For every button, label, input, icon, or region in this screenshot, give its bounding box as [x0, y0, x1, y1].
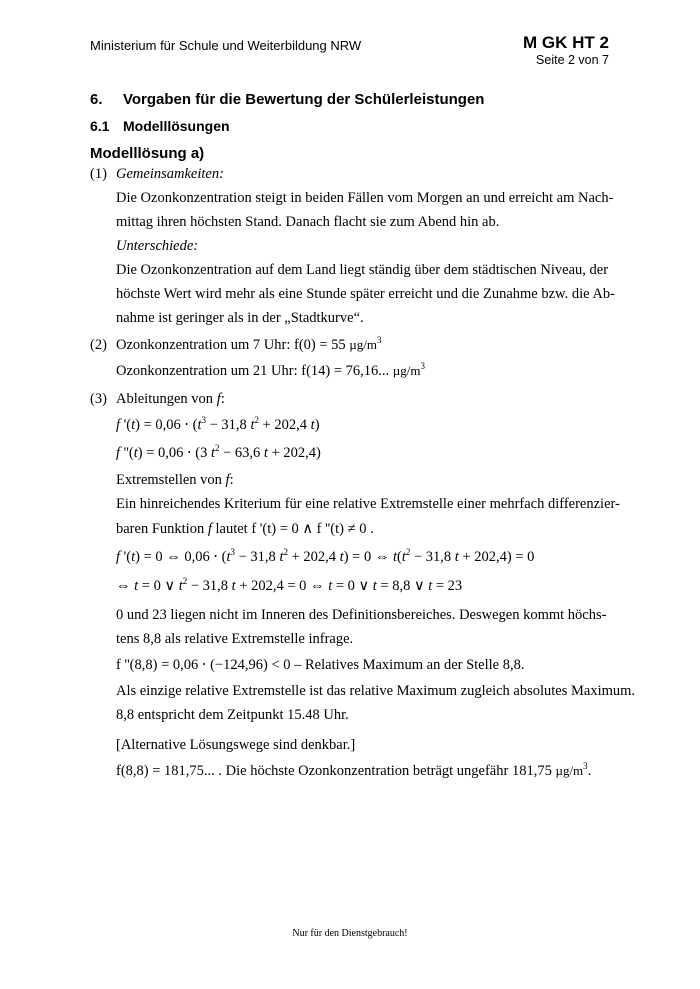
part2-number: (2) — [90, 337, 107, 353]
formula-criterion-condition: f '(t) = 0 ∧ f ''(t) ≠ 0 . — [251, 521, 374, 537]
part3-derivatives-label: Ableitungen von f: — [116, 391, 225, 407]
part1-number: (1) — [90, 166, 107, 182]
part1-diff-line-3: nahme ist geringer als in der „Stadtkurve“. — [116, 310, 364, 326]
part2-line-2-text: Ozonkonzentration um 21 Uhr: — [116, 363, 298, 379]
part1-common-line-2: mittag ihren höchsten Stand. Danach flacht sie zum Abend hin ab. — [116, 214, 500, 230]
part2-formula-f14: f(14) = 76,16... — [301, 363, 390, 379]
header-exam-code: M GK HT 2 — [523, 33, 609, 52]
part1-common-label: Gemeinsamkeiten: — [116, 166, 224, 182]
part3-absolute-max-line-1: Als einzige relative Extremstelle ist das relative Maximum zugleich absolutes Maximum. — [116, 683, 636, 699]
part2-unit-1: $\mu g/m^3$ — [349, 335, 382, 352]
formula-final-value: f(8,8) = 181,75... — [116, 763, 215, 779]
formula-first-derivative: f '$(t) = 0,06 \cdot (t^3 - 31,8$ $t^2 + 202,4$ t) — [116, 415, 320, 433]
part3-criterion-line-1: Ein hinreichendes Kriterium für eine relative Extremstelle einer mehrfach differenzier- — [116, 496, 620, 512]
formula-zero-condition: f '(t) = 0 ⇔ $0,06 \cdot (t^3 - 31,8$ $t^2 + 202,4$ t) = 0 ⇔ $t(t^2 - 31,8$ t + 202,4) = 0 — [116, 547, 535, 565]
formula-second-derivative: f ''(t) = 0,06 ⋅ (3 $t^2 - 63,6$ t + 202,4) — [116, 443, 321, 461]
part1-diff-line-1: Die Ozonkonzentration auf dem Land liegt ständig über dem städtischen Niveau, der — [116, 262, 609, 278]
subsection-number: 6.1 — [90, 118, 110, 134]
part3-criterion-line-2: baren Funktion f lautet f '(t) = 0 ∧ f ''(t) ≠ 0 . — [116, 521, 374, 537]
part1-diff-line-2: höchste Wert wird mehr als eine Stunde später erreicht und die Zunahme bzw. die Ab- — [116, 286, 615, 302]
part2-line-1-text: Ozonkonzentration um 7 Uhr: — [116, 337, 291, 353]
part3-extrema-label: Extremstellen von f: — [116, 472, 234, 488]
header-page-number: Seite 2 von 7 — [536, 53, 609, 67]
footer-note: Nur für den Dienstgebrauch! — [292, 928, 408, 939]
header-ministry: Ministerium für Schule und Weiterbildung NRW — [90, 38, 362, 53]
part3-maximum-check: f ''(8,8) = 0,06 ⋅ (−124,96) < 0 – Relatives Maximum an der Stelle 8,8. — [116, 657, 525, 673]
part2-line-1 — [116, 337, 382, 354]
part3-interior-line-2: tens 8,8 als relative Extremstelle infrage. — [116, 631, 354, 647]
formula-solutions: ⇔ t = 0 ∨ $t^2 - 31,8$ t + 202,4 = 0 ⇔ t = 0 ∨ t = 8,8 ∨ t = 23 — [116, 576, 463, 594]
solution-title: Modelllösung a) — [90, 145, 205, 162]
subsection-title: Modelllösungen — [123, 118, 230, 134]
part2-unit-2: $\mu g/m^3$ — [392, 361, 426, 378]
part2-formula-f0: f(0) = 55 — [294, 337, 346, 353]
section-number: 6. — [90, 91, 103, 108]
part3-absolute-max-line-2: 8,8 entspricht dem Zeitpunkt 15.48 Uhr. — [116, 707, 349, 723]
formula-second-derivative-value: f ''(8,8) = 0,06 ⋅ (−124,96) < 0 — [116, 657, 291, 673]
part3-number: (3) — [90, 391, 107, 407]
part2-line-2 — [116, 363, 425, 380]
section-title: Vorgaben für die Bewertung der Schülerleistungen — [123, 91, 485, 108]
part1-common-line-1: Die Ozonkonzentration steigt in beiden Fällen vom Morgen an und erreicht am Nach- — [116, 190, 614, 206]
part3-alternative-note: [Alternative Lösungswege sind denkbar.] — [116, 737, 356, 753]
part3-interior-line-1: 0 und 23 liegen nicht im Inneren des Definitionsbereiches. Deswegen kommt höchs- — [116, 607, 607, 623]
final-unit: $\mu g/m^3$ — [555, 761, 588, 778]
part3-final-result: f(8,8) = 181,75... . Die höchste Ozonkonzentration beträgt ungefähr 181,75 $\mu g/m^3$. — [116, 761, 592, 779]
part1-diff-label: Unterschiede: — [116, 238, 199, 254]
